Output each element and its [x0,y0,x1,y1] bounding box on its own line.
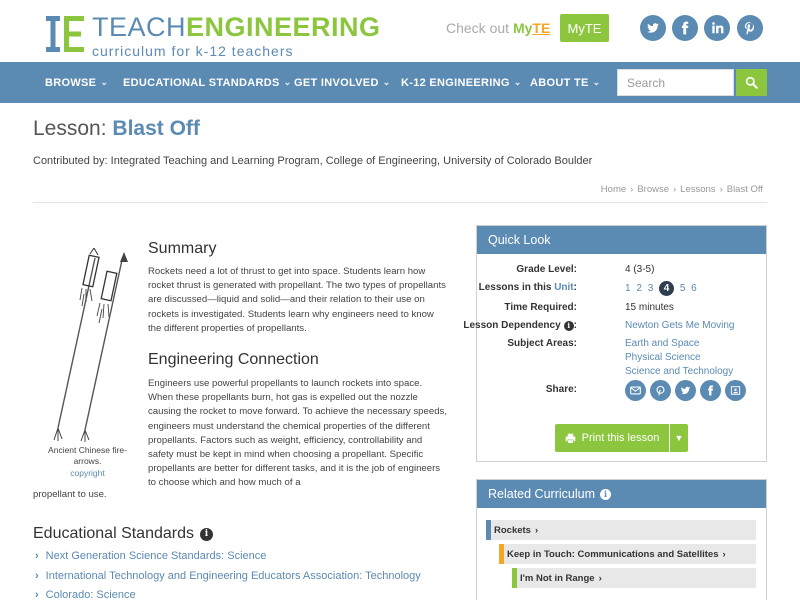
fire-arrows-image[interactable] [40,248,135,443]
chevron-down-icon: ⌄ [592,77,601,87]
breadcrumb-current: Blast Off [726,184,763,195]
nav-item-about-te[interactable] [530,62,600,103]
standard-item[interactable] [35,589,136,600]
lesson-dependency-text: Lesson Dependency [463,320,561,331]
lesson-dependency-label: Lesson Dependency i : [463,320,577,331]
nav-item-browse[interactable] [45,62,108,103]
info-icon[interactable]: i [200,528,213,541]
nav-item-label: K-12 ENGINEERING [401,76,510,89]
standard-item-label: Colorado: Science [45,589,136,600]
time-required-value: 15 minutes [625,302,674,313]
lessons-in-unit-list [625,281,700,296]
linkedin-icon[interactable] [704,15,730,41]
breadcrumb-home[interactable]: Home [600,184,627,195]
te-logo-icon [46,16,84,52]
chevron-right-icon: › [35,570,39,582]
related-item-color-bar [486,520,491,540]
related-item-color-bar [512,568,517,588]
quick-look-heading: Quick Look [477,226,766,254]
google-classroom-icon[interactable] [725,380,746,401]
print-options-dropdown[interactable] [670,424,688,452]
lesson-number-link[interactable]: 3 [647,283,654,294]
related-item-rockets[interactable] [486,520,756,540]
myte-promo-prefix: Check out [446,20,510,36]
lessons-in-unit-prefix: Lessons in this [478,282,552,293]
brand-title-engineering: ENGINEERING [186,12,381,42]
info-icon[interactable]: i [564,321,574,331]
chevron-right-icon: › [722,548,726,560]
twitter-icon[interactable] [640,15,666,41]
subject-areas-label: Subject Areas: [507,338,577,349]
related-item-not-in-range[interactable] [512,568,756,588]
figure-caption: Ancient Chinese fire-arrows. [48,445,127,466]
summary-text: Rockets need a lot of thrust to get into space. Students learn how rocket thrust is generated with propellant. The two types of propellants are discussed—liquid and solid—and their relation to their use on rockets is investigated. Students learn why engineers need to know the different properties of propellants. [148,266,446,334]
page-title [33,117,200,141]
lesson-number-link[interactable]: 5 [679,283,686,294]
contributed-by: Contributed by: Integrated Teaching and Learning Program, College of Engineering, University of Colorado Boulder [33,155,593,167]
related-curriculum-panel [476,479,767,600]
figure-copyright-link[interactable]: copyright [70,468,105,478]
nav-item-label: BROWSE [45,76,97,89]
nav-item-k12-engineering[interactable] [401,62,522,103]
subject-area-link[interactable]: Science and Technology [625,366,734,377]
quick-look-panel [463,225,767,462]
subject-area-link[interactable]: Physical Science [625,352,701,363]
chevron-down-icon: ⌄ [382,77,391,87]
caret-down-icon: ▼ [674,433,684,443]
breadcrumb-separator: › [630,184,634,195]
breadcrumb [601,184,763,195]
myte-promo [446,20,550,36]
facebook-icon[interactable] [700,380,721,401]
standard-item-label: Next Generation Science Standards: Science [45,550,267,562]
search-icon [745,76,758,89]
lesson-number-link[interactable]: 2 [636,283,642,294]
twitter-icon[interactable] [675,380,696,401]
chevron-down-icon: ⌄ [283,77,292,87]
chevron-right-icon: › [598,572,602,584]
grade-level-label: Grade Level: [516,264,577,275]
chevron-right-icon: › [35,550,39,562]
related-item-keep-in-touch[interactable] [499,544,756,564]
lesson-dependency-link[interactable]: Newton Gets Me Moving [625,320,735,331]
lesson-name: Blast Off [112,117,200,140]
breadcrumb-browse[interactable]: Browse [637,184,669,195]
share-label: Share: [545,384,577,395]
related-curriculum-title: Related Curriculum [488,487,595,501]
nav-item-get-involved[interactable] [294,62,391,103]
subject-area-link[interactable]: Earth and Space [625,338,700,349]
chevron-right-icon: › [534,524,539,536]
related-item-color-bar [499,544,504,564]
search-input[interactable] [617,69,734,96]
facebook-icon[interactable] [672,15,698,41]
related-item-label: Rockets [494,524,531,536]
brand-title-teach: TEACH [92,12,187,42]
lesson-number-link[interactable]: 6 [691,283,697,294]
related-item-label: I'm Not in Range [520,572,595,584]
printer-icon [565,433,576,444]
educational-standards-title: Educational Standards [33,525,194,542]
standard-item-label: International Technology and Engineering Educators Association: Technology [45,570,421,582]
pinterest-icon[interactable] [650,380,671,401]
standard-item[interactable] [35,570,421,582]
nav-item-label: EDUCATIONAL STANDARDS [123,76,280,89]
related-curriculum-heading [477,480,766,508]
engineering-connection-text: Engineers use powerful propellants to launch rockets into space. When these propellants burn, hot gas is expelled out the nozzle causing the rocket to move forward. To achieve the necessary speeds, engineers must understand the chemical properties of the different propellants. Factors such as weight, efficiency, controllability and safety must be kept in mind when choosing a propellant. Specific propellants are better for different tasks, and it is the job of engineers to choose which and how much of a [148,378,447,489]
engineering-connection-text-continued: propellant to use. [33,489,107,500]
chevron-right-icon: › [35,589,39,600]
standard-item[interactable] [35,550,266,562]
email-icon[interactable] [625,380,646,401]
lessons-in-unit-label: Lessons in this Unit: [478,282,577,293]
pinterest-icon[interactable] [737,15,763,41]
educational-standards-heading [33,525,213,543]
breadcrumb-separator: › [719,184,723,195]
chevron-down-icon: ⌄ [513,77,522,87]
myte-button[interactable]: MyTE [560,14,609,42]
print-lesson-button[interactable] [555,424,669,452]
brand-subtitle: curriculum for k-12 teachers [92,43,294,59]
nav-item-label: ABOUT TE [530,76,589,89]
page-title-prefix: Lesson: [33,117,107,140]
nav-item-label: GET INVOLVED [294,76,379,89]
myte-promo-my: My [512,20,533,36]
lesson-number-current: 4 [659,281,674,296]
breadcrumb-separator: › [673,184,677,195]
time-required-label: Time Required: [504,302,577,313]
chevron-down-icon: ⌄ [100,77,109,87]
grade-level-value: 4 (3-5) [625,264,655,275]
share-icons [625,380,750,401]
info-icon[interactable]: i [600,489,611,500]
nav-item-educational-standards[interactable] [123,62,291,103]
search-button[interactable] [736,69,767,96]
engineering-connection-heading: Engineering Connection [148,351,319,368]
site-header [0,0,800,62]
lesson-number-link[interactable]: 1 [625,283,631,294]
related-item-label: Keep in Touch: Communications and Satellites [507,548,719,560]
title-divider [33,202,767,203]
myte-promo-te: TE [532,20,551,36]
summary-heading: Summary [148,240,217,257]
print-lesson-label: Print this lesson [581,432,660,444]
fire-arrows-figure [40,248,135,478]
unit-link[interactable]: Unit [554,282,574,293]
breadcrumb-lessons[interactable]: Lessons [680,184,716,195]
